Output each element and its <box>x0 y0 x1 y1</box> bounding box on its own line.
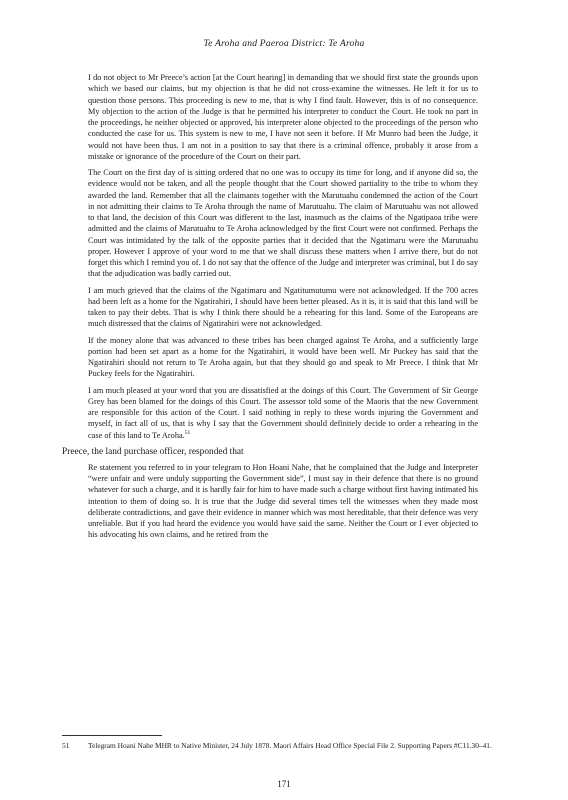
quote-paragraph-4: If the money alone that was advanced to these tribes has been charged against Te Aroha, and a sufficiently large portion had been set apart as a home for the Ngatirahiri, it would have been well. Mr Puckey has said that the Ngatirahiri should not return to Te Aroha again, but that they should go and speak to Mr Preece. I think that Mr Puckey feels for the Ngatirahiri. <box>88 335 478 379</box>
footnote-number: 51 <box>62 741 70 750</box>
main-text <box>62 72 478 546</box>
page-number: 171 <box>277 779 291 789</box>
quote-paragraph-5 <box>88 385 478 441</box>
running-head: Te Aroha and Paeroa District: Te Aroha <box>203 38 365 49</box>
response-paragraph: Re statement you referred to in your telegram to Hon Hoani Nahe, that he complained that the Judge and Interpreter “were unfair and were unduly supporting the Government side”, I must say in their defence that there is no ground whatever for such a charge, and it is hardly fair for him to have made such a charge without first having intimated his intention to them of doing so. It is true that the Judge did several times tell the witnesses when they made most deliberate contradictions, and gave their evidence in manner which was most hereditable, that their defence was very unreliable. But if you had heard the evidence you would have said the same. Neither the Court or I ever objected to his advocating his own claims, and he retired from the <box>88 462 478 540</box>
quote-paragraph-2: The Court on the first day of is sitting ordered that no one was to occupy its time for long, and if anyone did so, the evidence would not be taken, and all the people thought that the Court showed partiality to the tribe to whom they awarded the land. Remember that all the claimants together with the Marutuahu condemned the action of the Court in not admitting their claims to Te Aroha through the name of Marutuahu. The claim of Marutuahu was not allowed to that land, the decision of this Court was different to the last, inasmuch as the claims of the Ngatipaoa tribe were admitted and the claims of Marutuahu to Te Aroha acknowledged by the first Court were not confirmed. Perhaps the Court was intimidated by the talk of the opposite parties that it decided that the Ngatimaru were the Marutuahu proper. However I approve of your word to me that we shall discuss these matters when I arrive there, but do not forget this which I remind you of. I do not say that the offence of the Judge and interpreter was criminal, but I do say that the adjudication was badly carried out. <box>88 168 478 279</box>
footnote-reference[interactable]: 51 <box>184 429 191 436</box>
lead-in-sentence: Preece, the land purchase officer, responded that <box>62 446 244 457</box>
quote-paragraph-1: I do not object to Mr Preece’s action [at the Court hearing] in demanding that we should first state the grounds upon which we based our claims, but my objection is that he did not cross-examine the witnesses. He left it for us to question those persons. This proceeding is new to me, that is why I find fault. However, this is of no consequence. My objection to the action of the Judge is that he permitted his interpreter to conduct the Court. He took no part in the proceedings, he neither objected or approved, his interpreter alone objected to the proceedings of the person who conducted the case for us. This system is new to me, I have not seen it before. If Mr Munro had been the Judge, it would not have been thus. I am not in a position to say that there is a criminal offence, probably it arose from a mistake or ignorance of the procedure of the Court on their part. <box>88 73 478 161</box>
footnote <box>62 741 492 751</box>
footnote-divider <box>62 735 162 736</box>
quote-paragraph-3: I am much grieved that the claims of the Ngatimaru and Ngatitumutumu were not acknowledged. If the 700 acres had been left as a home for the Ngatirahiri, I should have been better pleased. As it is, it is said that this land will be taken to pay their debts. That is why I think there should be a rehearing for this land. Some of the Europeans are much distressed that the claims of Ngatirahiri were not acknowledged. <box>88 285 478 329</box>
block-quote-letter <box>88 72 478 441</box>
quote-paragraph-5-text: I am much pleased at your word that you are dissatisfied at the doings of this Court. The Government of Sir George Grey has been blamed for the doings of this Court. The assessor told some of the Maoris that the new Government are responsible for this action of the Court. I said nothing in reply to these words injuring the Government and myself, in fact all of us, that is why I say that the Government should definitely decide to order a rehearing in the case of this land to Te Aroha. <box>88 385 478 440</box>
footnote-text: Telegram Hoani Nahe MHR to Native Minister, 24 July 1878. Maori Affairs Head Office Special File 2. Supporting Papers #C11.30–41. <box>88 741 492 750</box>
block-quote-response <box>88 462 478 541</box>
